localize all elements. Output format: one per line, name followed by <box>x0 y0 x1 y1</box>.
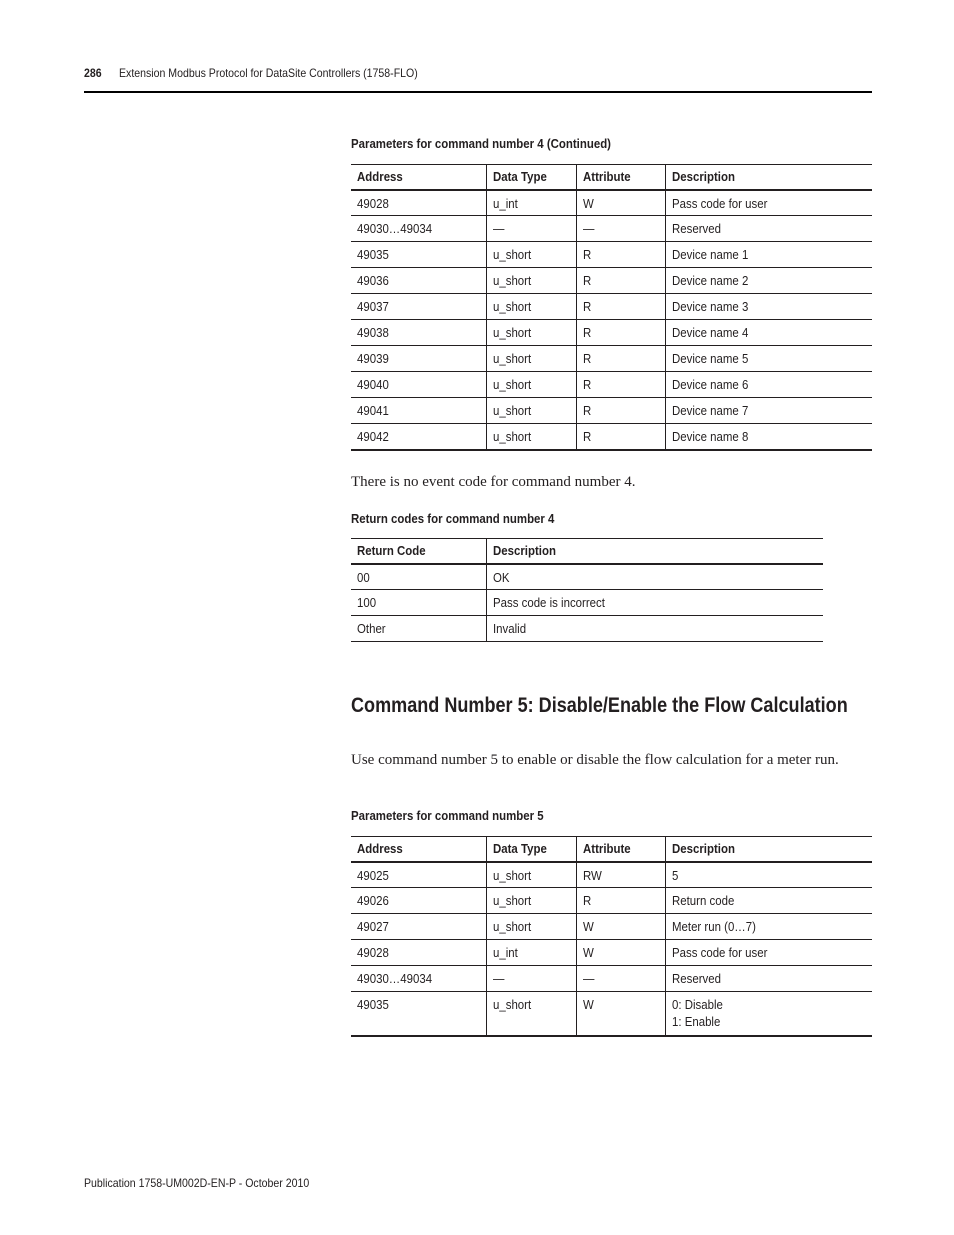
table-cell: 49027 <box>357 919 389 934</box>
table1-parameters-command-4 <box>351 164 872 451</box>
table-cell: Invalid <box>492 621 526 636</box>
page-header <box>84 66 872 93</box>
table2-caption: Return codes for command number 4 <box>351 511 555 526</box>
table-cell: 49035 <box>357 247 389 262</box>
table-row <box>351 862 872 888</box>
section-intro-text: Use command number 5 to enable or disable the flow calculation for a meter run. <box>351 752 839 768</box>
table-cell: 00 <box>357 569 370 585</box>
no-event-code-text: There is no event code for command number 4. <box>351 474 636 490</box>
table-row <box>351 346 872 372</box>
table-cell: Reserved <box>671 221 721 236</box>
table-cell: 49028 <box>357 945 389 960</box>
table-cell: u_short <box>492 273 531 288</box>
table-cell: W <box>582 919 594 934</box>
table-cell: R <box>582 247 591 262</box>
column-header: Return Code <box>351 539 486 564</box>
table-cell: u_short <box>492 403 531 418</box>
table-cell: W <box>582 195 594 211</box>
table-cell: Device name 1 <box>671 247 748 262</box>
table-row <box>351 294 872 320</box>
table-cell: — <box>492 971 504 986</box>
column-header: Attribute <box>576 837 665 862</box>
table2-return-codes-command-4 <box>351 538 823 642</box>
table-cell: 49039 <box>357 351 389 366</box>
table-cell: 49030…49034 <box>357 221 433 236</box>
table-cell: OK <box>492 569 510 585</box>
table-cell: R <box>582 273 591 288</box>
table-cell: u_short <box>492 919 531 934</box>
table-row <box>351 424 872 450</box>
table-cell: RW <box>582 867 602 883</box>
table-cell: u_int <box>492 945 518 960</box>
table-row <box>351 564 823 590</box>
running-title: Extension Modbus Protocol for DataSite Controllers (1758-FLO) <box>119 66 418 80</box>
table-cell: 49035 <box>357 997 389 1012</box>
table-cell: 0: Disable <box>671 997 723 1012</box>
table-header-row <box>351 837 872 862</box>
table-cell: Other <box>357 621 386 636</box>
table-cell: 49028 <box>357 195 389 211</box>
table-cell: 49025 <box>357 867 389 883</box>
column-header: Description <box>665 165 872 190</box>
table-cell: u_short <box>492 299 531 314</box>
table-cell: Device name 5 <box>671 351 748 366</box>
page-number: 286 <box>84 66 102 80</box>
table-cell: W <box>582 945 594 960</box>
table-cell: 49042 <box>357 429 389 444</box>
table-cell: u_short <box>492 247 531 262</box>
table-cell: Pass code for user <box>671 945 767 960</box>
table-row <box>351 590 823 616</box>
table-cell: u_short <box>492 351 531 366</box>
table-cell: R <box>582 429 591 444</box>
table-cell: u_short <box>492 429 531 444</box>
table-row <box>351 216 872 242</box>
table-cell: R <box>582 893 591 908</box>
table-cell: u_short <box>492 867 531 883</box>
table-cell: — <box>582 971 594 986</box>
column-header: Description <box>665 837 872 862</box>
table-cell: 49026 <box>357 893 389 908</box>
table-row <box>351 268 872 294</box>
table-row <box>351 320 872 346</box>
table-cell: Meter run (0…7) <box>671 919 756 934</box>
table-header-row <box>351 165 872 190</box>
column-header: Address <box>351 837 486 862</box>
table-row <box>351 940 872 966</box>
column-header: Attribute <box>576 165 665 190</box>
table-row <box>351 914 872 940</box>
column-header: Data Type <box>486 837 576 862</box>
table-cell: Device name 7 <box>671 403 748 418</box>
table-cell: Pass code is incorrect <box>492 595 605 610</box>
table-header-row <box>351 539 823 564</box>
table-row <box>351 242 872 268</box>
section-heading: Command Number 5: Disable/Enable the Flow Calculation <box>351 694 848 717</box>
table-cell: 49040 <box>357 377 389 392</box>
table-cell: 49037 <box>357 299 389 314</box>
table-cell: R <box>582 403 591 418</box>
table-cell: R <box>582 351 591 366</box>
table-cell: u_int <box>492 195 518 211</box>
table-cell: Device name 2 <box>671 273 748 288</box>
page-footer: Publication 1758-UM002D-EN-P - October 2010 <box>84 1176 310 1190</box>
table-cell: Device name 4 <box>671 325 748 340</box>
table-cell: Device name 6 <box>671 377 748 392</box>
table-row <box>351 992 872 1036</box>
table-row <box>351 372 872 398</box>
table-cell: Device name 3 <box>671 299 748 314</box>
table-cell: u_short <box>492 893 531 908</box>
table-cell: 49030…49034 <box>357 971 433 986</box>
table-cell: u_short <box>492 325 531 340</box>
table-row <box>351 966 872 992</box>
table-cell: u_short <box>492 997 531 1012</box>
column-header: Address <box>351 165 486 190</box>
table-cell: 49036 <box>357 273 389 288</box>
table-row <box>351 398 872 424</box>
table1-caption: Parameters for command number 4 (Continued) <box>351 136 611 151</box>
table-cell: W <box>582 997 594 1012</box>
table-cell: Reserved <box>671 971 721 986</box>
table-cell: Return code <box>671 893 734 908</box>
table-cell: 49041 <box>357 403 389 418</box>
table-row <box>351 190 872 216</box>
column-header: Description <box>486 539 823 564</box>
table-cell: u_short <box>492 377 531 392</box>
table-row <box>351 888 872 914</box>
table-row <box>351 616 823 642</box>
table-cell: R <box>582 377 591 392</box>
column-header: Data Type <box>486 165 576 190</box>
table-cell: 100 <box>357 595 377 610</box>
table-cell: 5 <box>671 867 678 883</box>
table-cell: R <box>582 325 591 340</box>
table3-parameters-command-5 <box>351 836 872 1037</box>
table-cell: Device name 8 <box>671 429 748 444</box>
table3-caption: Parameters for command number 5 <box>351 808 544 823</box>
table-cell: 1: Enable <box>671 1014 720 1029</box>
table-cell: R <box>582 299 591 314</box>
table-cell: — <box>492 221 504 236</box>
table-cell: Pass code for user <box>671 195 767 211</box>
table-cell: 49038 <box>357 325 389 340</box>
table-cell: — <box>582 221 594 236</box>
